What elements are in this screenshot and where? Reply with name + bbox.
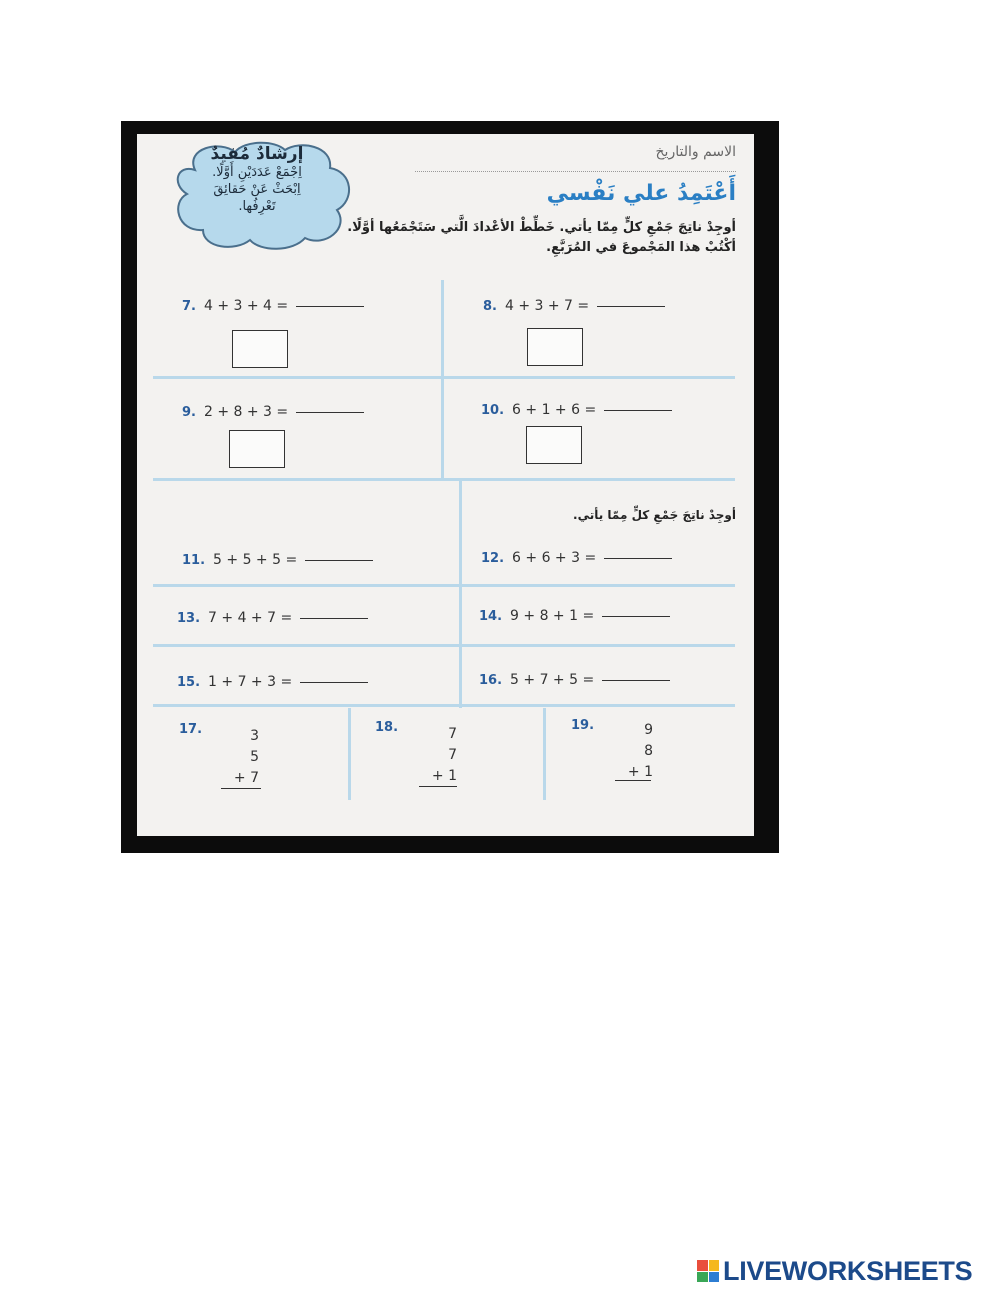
problem-19	[613, 720, 653, 783]
liveworksheets-icon	[697, 1260, 719, 1282]
problem-expression: 5 + 5 + 5 =	[213, 552, 298, 568]
answer-blank[interactable]	[296, 305, 364, 307]
hint-line: اِبْحَثْ عَنْ حَقائِقَ	[213, 182, 301, 197]
problem-10	[481, 402, 672, 418]
sum-line[interactable]	[615, 780, 651, 781]
addend: 7	[448, 726, 457, 742]
hint-line: تَعْرِفُها.	[238, 199, 276, 214]
problem-18	[417, 724, 457, 787]
addend: + 7	[233, 770, 259, 786]
problem-17-number: 17.	[179, 722, 203, 737]
instruction-line-2: أكْتُبْ هذا المَجْموعَ في المُرَبَّعِ.	[546, 240, 736, 255]
answer-blank[interactable]	[604, 557, 672, 559]
answer-blank[interactable]	[597, 305, 665, 307]
answer-blank[interactable]	[602, 679, 670, 681]
problem-9	[182, 404, 364, 420]
hint-line: اِجْمَعْ عَدَدَيْنِ أَوَّلًا.	[212, 165, 302, 180]
answer-blank[interactable]	[300, 681, 368, 683]
problem-number: 9.	[182, 405, 196, 420]
problem-12	[481, 550, 672, 566]
answer-blank[interactable]	[604, 409, 672, 411]
brand-logo[interactable]	[697, 1256, 972, 1286]
brand-text: LIVEWORKSHEETS	[723, 1255, 973, 1286]
problem-expression: 4 + 3 + 7 =	[504, 298, 590, 314]
hint-title: إرشادٌ مُفيدٌ	[210, 144, 304, 164]
answer-box[interactable]	[232, 330, 288, 368]
addend: + 1	[627, 764, 653, 780]
problem-expression: 6 + 6 + 3 =	[512, 550, 597, 566]
instruction-line-1: أوجِدْ ناتِجَ جَمْعِ كلٍّ مِمّا يأتي. خَطِّطْ الأعْدادَ الَّتي سَتَجْمَعُها أوَّلًا.	[347, 220, 736, 235]
divider	[153, 376, 735, 379]
problem-7	[182, 298, 364, 314]
problem-expression: 2 + 8 + 3 =	[203, 404, 289, 420]
answer-box[interactable]	[526, 426, 582, 464]
divider	[153, 644, 735, 647]
problem-number: 10.	[481, 403, 505, 418]
problem-18-number: 18.	[375, 720, 399, 735]
sum-line[interactable]	[221, 788, 261, 789]
sum-line[interactable]	[419, 786, 457, 787]
addend: 5	[250, 749, 259, 765]
answer-box[interactable]	[229, 430, 285, 468]
worksheet	[137, 134, 754, 836]
problem-number: 15.	[177, 675, 201, 690]
problem-number: 8.	[483, 299, 497, 314]
addend: 9	[644, 722, 653, 738]
problem-number: 14.	[479, 609, 503, 624]
answer-blank[interactable]	[296, 411, 364, 413]
section2-instruction: أوجِدْ ناتِجَ جَمْعِ كلٍّ مِمّا يأتي.	[573, 508, 736, 522]
divider	[441, 280, 444, 480]
problem-expression: 9 + 8 + 1 =	[510, 608, 595, 624]
divider	[459, 480, 462, 708]
problem-number: 7.	[182, 299, 196, 314]
problem-14	[479, 608, 670, 624]
divider	[153, 478, 735, 481]
problem-expression: 6 + 1 + 6 =	[512, 402, 597, 418]
name-date-label: الاسم والتاريخ	[655, 144, 736, 160]
problem-number: 13.	[177, 611, 201, 626]
problem-17	[217, 726, 259, 789]
page-title: أَعْتَمِدُ علي نَفْسي	[546, 181, 736, 206]
name-date-line[interactable]	[415, 171, 736, 172]
hint-box	[177, 144, 337, 215]
problem-13	[177, 610, 368, 626]
problem-expression: 5 + 7 + 5 =	[510, 672, 595, 688]
problem-number: 12.	[481, 551, 505, 566]
answer-blank[interactable]	[300, 617, 368, 619]
divider	[153, 584, 735, 587]
problem-expression: 1 + 7 + 3 =	[208, 674, 293, 690]
addend: 3	[250, 728, 259, 744]
answer-box[interactable]	[527, 328, 583, 366]
problem-number: 16.	[479, 673, 503, 688]
problem-number: 11.	[182, 553, 206, 568]
answer-blank[interactable]	[602, 615, 670, 617]
addend: 7	[448, 747, 457, 763]
divider	[348, 708, 351, 800]
divider	[543, 708, 546, 800]
answer-blank[interactable]	[305, 559, 373, 561]
problem-11	[182, 552, 373, 568]
problem-19-number: 19.	[571, 718, 595, 733]
addend: + 1	[431, 768, 457, 784]
problem-expression: 4 + 3 + 4 =	[203, 298, 289, 314]
problem-expression: 7 + 4 + 7 =	[208, 610, 293, 626]
divider	[153, 704, 735, 707]
problem-15	[177, 674, 368, 690]
problem-16	[479, 672, 670, 688]
problem-8	[483, 298, 665, 314]
addend: 8	[644, 743, 653, 759]
